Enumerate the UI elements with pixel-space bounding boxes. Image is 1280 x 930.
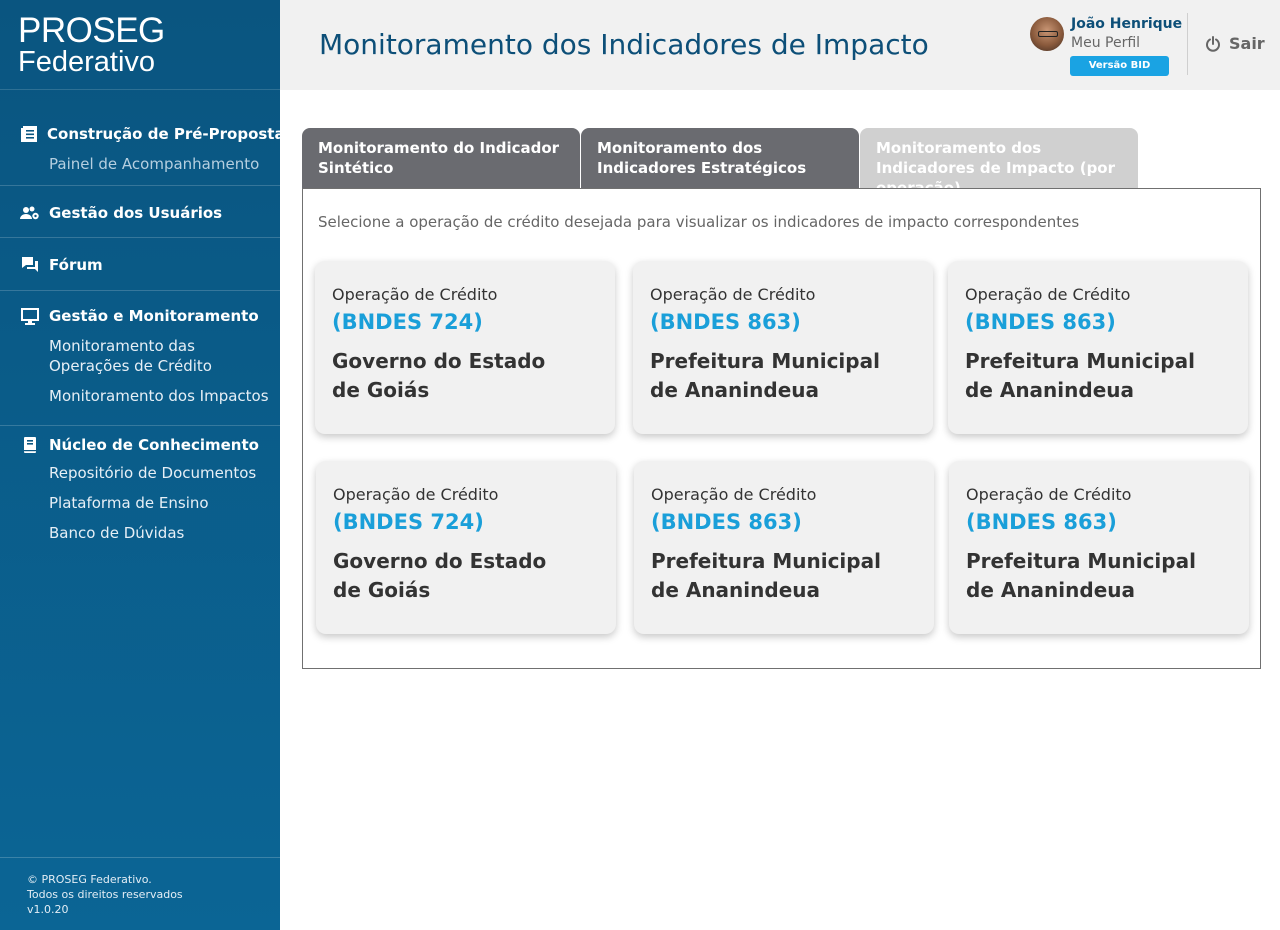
credit-operation-card[interactable]: [633, 261, 933, 434]
card-entity: Prefeitura Municipal de Ananindeua: [650, 349, 880, 402]
sidebar-item-painel-acompanhamento[interactable]: Painel de Acompanhamento: [49, 155, 260, 173]
sidebar-item-pre-proposta[interactable]: [0, 120, 285, 148]
tab-bar: [302, 128, 1139, 188]
credit-operation-card[interactable]: [949, 461, 1249, 634]
card-entity: Governo do Estado de Goiás: [333, 549, 547, 602]
tab-indicadores-impacto[interactable]: Monitoramento dos Indicadores de Impacto (por: [860, 128, 1138, 188]
logo-line2: Federativo: [18, 46, 156, 78]
sidebar-item-banco-duvidas[interactable]: Banco de Dúvidas: [49, 524, 185, 542]
credit-operation-card[interactable]: [634, 461, 934, 634]
card-entity: Prefeitura Municipal de Ananindeua: [966, 549, 1196, 602]
chat-bubbles-icon: [20, 256, 40, 274]
nav-section-pre-proposta: [0, 90, 285, 186]
users-gear-icon: [20, 204, 40, 222]
rights-reserved: Todos os direitos reservados: [27, 888, 183, 901]
my-profile-link[interactable]: Meu Perfil: [1071, 35, 1141, 51]
card-kicker: Operação de Crédito: [332, 285, 498, 304]
logout-label: Sair: [1229, 34, 1265, 53]
card-code: (BNDES 724): [332, 310, 483, 334]
logo-line1: PROSEG: [18, 11, 165, 50]
card-code: (BNDES 863): [651, 510, 802, 534]
version-badge: Versão BID: [1070, 56, 1169, 76]
top-header: [280, 0, 1280, 90]
sidebar-item-plataforma-ensino[interactable]: Plataforma de Ensino: [49, 494, 209, 512]
card-entity: Governo do Estado de Goiás: [332, 349, 546, 402]
sidebar-section-label: Construção de Pré-Proposta: [47, 125, 285, 143]
card-kicker: Operação de Crédito: [333, 485, 499, 504]
tab-panel: [302, 188, 1261, 669]
sidebar-footer: [0, 857, 280, 930]
sidebar-item-gestao-usuarios[interactable]: [0, 199, 280, 227]
credit-operation-card[interactable]: [948, 261, 1248, 434]
monitor-icon: [20, 307, 40, 325]
avatar[interactable]: [1030, 17, 1064, 51]
document-list-icon: [20, 125, 38, 143]
card-kicker: Operação de Crédito: [966, 485, 1132, 504]
sidebar-item-monitoramento-impactos[interactable]: Monitoramento dos Impactos: [49, 387, 269, 405]
card-code: (BNDES 863): [965, 310, 1116, 334]
sidebar-item-nucleo-conhecimento[interactable]: [0, 431, 280, 459]
logo[interactable]: [0, 0, 280, 90]
sidebar-section-label: Gestão e Monitoramento: [49, 307, 259, 325]
nav-section-forum: [0, 238, 280, 291]
page-title: Monitoramento dos Indicadores de Impacto: [319, 28, 929, 61]
logout-button[interactable]: [1205, 34, 1265, 53]
app-version: v1.0.20: [27, 903, 69, 916]
nav-section-conhecimento: [0, 426, 280, 543]
sidebar-section-label: Gestão dos Usuários: [49, 204, 223, 222]
book-icon: [20, 436, 40, 454]
card-kicker: Operação de Crédito: [650, 285, 816, 304]
sidebar-section-label: Fórum: [49, 256, 103, 274]
instruction-text: Selecione a operação de crédito desejada para visualizar os indicadores de impacto correspondentes: [318, 213, 1080, 231]
tab-indicadores-estrategicos[interactable]: Monitoramento dos Indicadores Estratégicos: [581, 128, 859, 188]
sidebar-item-repositorio[interactable]: Repositório de Documentos: [49, 464, 257, 482]
card-entity: Prefeitura Municipal de Ananindeua: [965, 349, 1195, 402]
tab-indicador-sintetico[interactable]: Monitoramento do Indicador Sintético: [302, 128, 580, 188]
user-profile: [1030, 16, 1183, 78]
card-kicker: Operação de Crédito: [651, 485, 817, 504]
credit-operation-card[interactable]: [316, 461, 616, 634]
card-code: (BNDES 724): [333, 510, 484, 534]
card-code: (BNDES 863): [650, 310, 801, 334]
sidebar-item-gestao-monitoramento[interactable]: [0, 302, 280, 330]
power-icon: [1205, 36, 1221, 52]
card-kicker: Operação de Crédito: [965, 285, 1131, 304]
header-divider: [1187, 13, 1188, 75]
card-entity: Prefeitura Municipal de Ananindeua: [651, 549, 881, 602]
sidebar-item-forum[interactable]: [0, 251, 280, 279]
sidebar-section-label: Núcleo de Conhecimento: [49, 436, 259, 454]
copyright: © PROSEG Federativo.: [27, 873, 152, 886]
sidebar-item-monitoramento-operacoes[interactable]: Monitoramento das Operações de Crédito: [49, 337, 212, 375]
nav-section-monitoramento: [0, 291, 280, 426]
sidebar: [0, 0, 285, 930]
credit-operation-card[interactable]: [315, 261, 615, 434]
card-code: (BNDES 863): [966, 510, 1117, 534]
user-name[interactable]: João Henrique: [1071, 16, 1183, 32]
nav-section-usuarios: [0, 186, 280, 238]
